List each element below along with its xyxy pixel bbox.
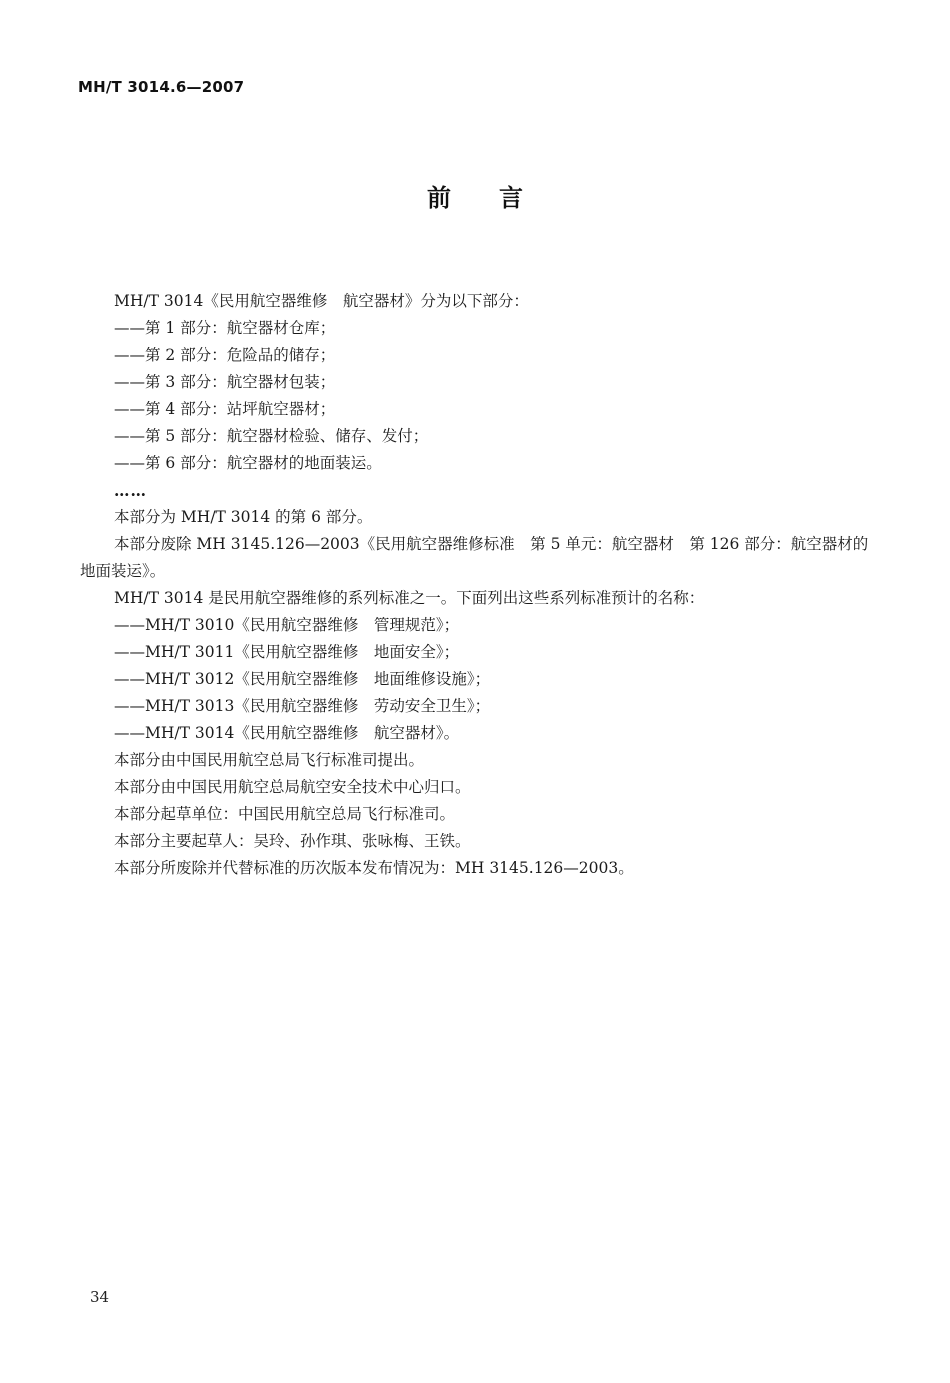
series-list-item: ——MH/T 3014《民用航空器维修 航空器材》。: [114, 724, 460, 742]
centralized-by-paragraph: 本部分由中国民用航空总局航空安全技术中心归口。: [114, 778, 471, 796]
history-paragraph: 本部分所废除并代替标准的历次版本发布情况为：MH 3145.126—2003。: [114, 859, 634, 877]
series-list-item: ——MH/T 3013《民用航空器维修 劳动安全卫生》；: [114, 697, 491, 715]
proposed-by-paragraph: 本部分由中国民用航空总局飞行标准司提出。: [114, 751, 425, 769]
series-list-item: ——MH/T 3011《民用航空器维修 地面安全》；: [114, 643, 460, 661]
standard-code-header: MH/T 3014.6—2007: [78, 78, 245, 96]
foreword-body: [80, 288, 872, 882]
part-list-item: ——第 3 部分：航空器材包装；: [114, 373, 336, 391]
ellipsis: ……: [114, 481, 147, 500]
part-list-item: ——第 4 部分：站坪航空器材；: [114, 400, 336, 418]
replaces-paragraph: 本部分废除 MH 3145.126—2003《民用航空器维修标准 第 5 单元：航空器材 第 126 部分：航空器材的地面装运》。: [80, 535, 869, 580]
part-list-item: ——第 5 部分：航空器材检验、储存、发付；: [114, 427, 429, 445]
page-number: 34: [90, 1288, 110, 1306]
drafters-paragraph: 本部分主要起草人：吴玲、孙作琪、张咏梅、王铁。: [114, 832, 471, 850]
part-list-item: ——第 1 部分：航空器材仓库；: [114, 319, 336, 337]
series-list-item: ——MH/T 3010《民用航空器维修 管理规范》；: [114, 616, 460, 634]
intro-paragraph: MH/T 3014《民用航空器维修 航空器材》分为以下部分：: [114, 292, 529, 310]
page-title: 前 言: [427, 184, 523, 212]
series-intro-paragraph: MH/T 3014 是民用航空器维修的系列标准之一。下面列出这些系列标准预计的名称：: [114, 589, 705, 607]
part-list-item: ——第 2 部分：危险品的储存；: [114, 346, 336, 364]
series-list-item: ——MH/T 3012《民用航空器维修 地面维修设施》；: [114, 670, 491, 688]
drafting-unit-paragraph: 本部分起草单位：中国民用航空总局飞行标准司。: [114, 805, 456, 823]
this-part-paragraph: 本部分为 MH/T 3014 的第 6 部分。: [114, 508, 373, 526]
part-list-item: ——第 6 部分：航空器材的地面装运。: [114, 454, 382, 472]
